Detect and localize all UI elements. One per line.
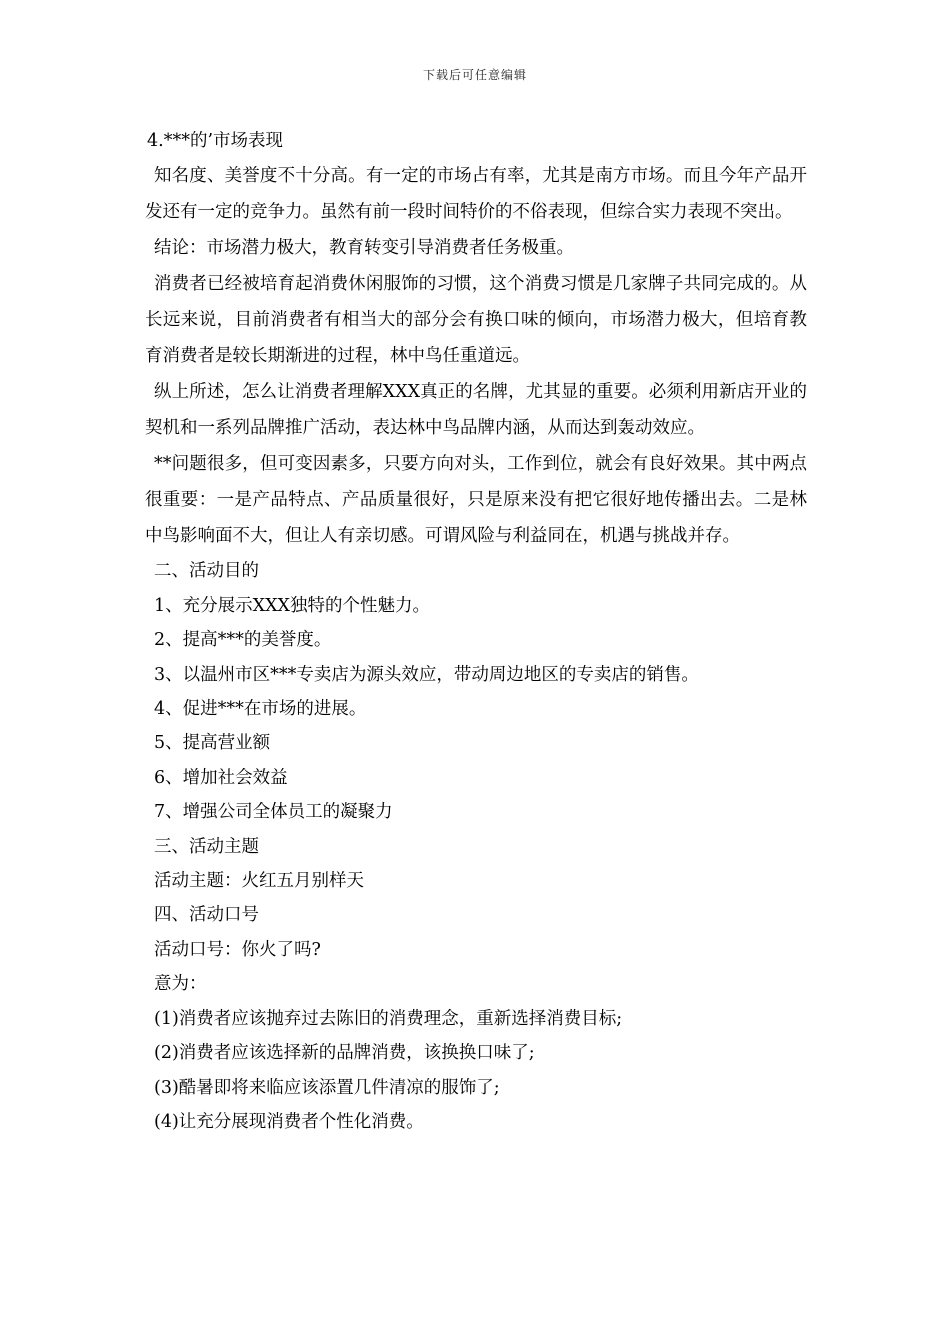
section-heading-market-performance: 4.***的’市场表现: [147, 131, 284, 151]
paragraph-conclusion: 结论：市场潜力极大，教育转变引导消费者任务极重。: [154, 238, 574, 259]
meaning-label: 意为：: [154, 974, 207, 995]
objective-item: 4、促进***在市场的进展。: [154, 699, 367, 720]
meaning-item: (1)消费者应该抛弃过去陈旧的消费理念，重新选择消费目标;: [154, 1008, 623, 1029]
objective-item: 1、充分展示XXX独特的个性魅力。: [154, 595, 431, 616]
document-body: [145, 124, 807, 1139]
paragraph-reputation: 知名度、美誉度不十分高。有一定的市场占有率，尤其是南方市场。而且今年产品开发还有一定的竞争力。虽然有前一段时间特价的不俗表现，但综合实力表现不突出。: [145, 166, 807, 223]
meaning-item: (4)让充分展现消费者个性化消费。: [154, 1111, 424, 1132]
paragraph-summary: 纵上所述，怎么让消费者理解XXX真正的名牌，尤其显的重要。必须利用新店开业的契机和一系列品牌推广活动，表达林中鸟品牌内涵，从而达到轰动效应。: [145, 382, 807, 439]
objective-item: 3、以温州市区***专卖店为源头效应，带动周边地区的专卖店的销售。: [154, 664, 699, 685]
meaning-item: (3)酷暑即将来临应该添置几件清凉的服饰了;: [154, 1077, 500, 1098]
objective-item: 5、提高营业额: [154, 733, 271, 754]
section-heading-objectives: 二、活动目的: [154, 561, 259, 582]
paragraph-consumer-habits: 消费者已经被培育起消费休闲服饰的习惯，这个消费习惯是几家牌子共同完成的。从长远来说，目前消费者有相当大的部分会有换口味的倾向，市场潜力极大，但培育教育消费者是较长期渐进的过程，林中鸟任重道远。: [145, 274, 807, 367]
meaning-item: (2)消费者应该选择新的品牌消费，该换换口味了;: [154, 1043, 535, 1064]
objective-item: 6、增加社会效益: [154, 767, 288, 788]
section-heading-theme: 三、活动主题: [154, 836, 259, 857]
objective-item: 7、增强公司全体员工的凝聚力: [154, 802, 393, 823]
objective-item: 2、提高***的美誉度。: [154, 630, 332, 651]
paragraph-problems: **问题很多，但可变因素多，只要方向对头，工作到位，就会有良好效果。其中两点很重要：一是产品特点、产品质量很好，只是原来没有把它很好地传播出去。二是林中鸟影响面不大，但让人有亲切感。可谓风险与利益同在，机遇与挑战并存。: [145, 454, 807, 547]
slogan-text: 活动口号：你火了吗?: [154, 939, 321, 960]
theme-text: 活动主题：火红五月别样天: [154, 871, 364, 892]
page-header-note: 下载后可任意编辑: [422, 68, 527, 82]
section-heading-slogan: 四、活动口号: [154, 905, 259, 926]
